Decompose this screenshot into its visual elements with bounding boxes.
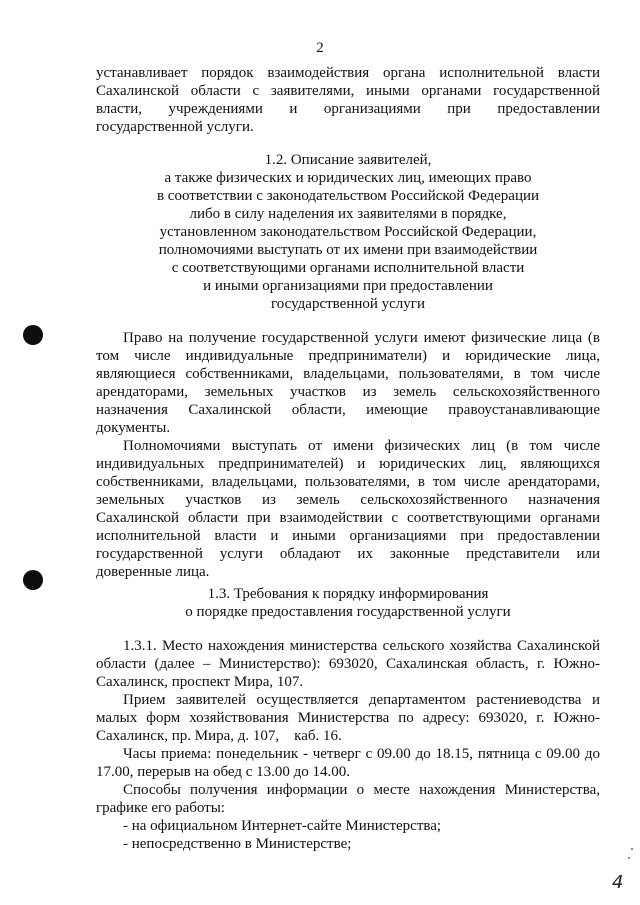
paragraph-line: собственниками, владельцами, пользователями, в том числе арендаторами, <box>96 474 600 490</box>
paragraph-line: государственной услуги обладают их законные представители или <box>96 546 600 562</box>
section-heading-line: 1.2. Описание заявителей, <box>264 152 432 168</box>
intro-line: Сахалинской области с заявителями, иными органами государственной <box>96 83 600 99</box>
handwritten-page-mark: 4 <box>612 872 624 893</box>
paragraph-line: 17.00, перерыв на обед с 13.00 до 14.00. <box>96 764 351 780</box>
paragraph-line: исполнительной власти и иными организациями при предоставлении <box>96 528 600 544</box>
paragraph-line: являющиеся собственниками, владельцами, пользователями, в том числе <box>96 366 600 382</box>
paragraph-line: доверенные лица. <box>96 564 210 580</box>
punch-hole <box>23 325 43 345</box>
paragraph-line: малых форм хозяйствования Министерства по адресу: 693020, г. Южно- <box>96 710 600 726</box>
section-heading-line: либо в силу наделения их заявителями в порядке, <box>189 206 507 222</box>
paragraph-line: Способы получения информации о месте нахождения Министерства, <box>123 782 600 798</box>
paragraph-line: 1.3.1. Место нахождения министерства сельского хозяйства Сахалинской <box>123 638 600 654</box>
section-heading-line: с соответствующими органами исполнительной власти <box>171 260 525 276</box>
paragraph-line: индивидуальных предпринимателей) и юридических лиц, являющихся <box>96 456 600 472</box>
paragraph-line: Полномочиями выступать от имени физических лиц (в том числе <box>123 438 600 454</box>
intro-line: власти, учреждениями и организациями при предоставлении <box>96 101 600 117</box>
scan-speck <box>631 848 633 850</box>
section-heading-line: о порядке предоставления государственной услуги <box>185 604 511 620</box>
paragraph-line: арендаторами, земельных участков из земель сельскохозяйственного <box>96 384 600 400</box>
scan-speck <box>628 857 630 859</box>
intro-line: государственной услуги. <box>96 119 254 135</box>
page-number: 2 <box>316 40 324 56</box>
section-heading-line: и иными организациями при предоставлении <box>203 278 493 294</box>
intro-line: устанавливает порядок взаимодействия органа исполнительной власти <box>96 65 600 81</box>
paragraph-line: Сахалинск, проспект Мира, 107. <box>96 674 304 690</box>
paragraph-line: Право на получение государственной услуги имеют физические лица (в <box>123 330 600 346</box>
paragraph-line: Сахалинск, пр. Мира, д. 107, каб. 16. <box>96 728 342 744</box>
section-heading-line: государственной услуги <box>271 296 425 312</box>
paragraph-line: графике его работы: <box>96 800 225 816</box>
paragraph-line: Часы приема: понедельник - четверг с 09.00 до 18.15, пятница с 09.00 до <box>123 746 600 762</box>
paragraph-line: области (далее – Министерство): 693020, Сахалинская область, г. Южно- <box>96 656 600 672</box>
paragraph-line: назначения Сахалинской области, имеющие правоустанавливающие <box>96 402 600 418</box>
paragraph-line: Прием заявителей осуществляется департаментом растениеводства и <box>123 692 600 708</box>
section-heading-line: установленном законодательством Российской Федерации, <box>159 224 537 240</box>
paragraph-line: том числе индивидуальные предприниматели) и юридические лица, <box>96 348 600 364</box>
paragraph-line: документы. <box>96 420 171 436</box>
section-heading-line: а также физических и юридических лиц, имеющих право <box>164 170 532 186</box>
list-item: - на официальном Интернет-сайте Министерства; <box>123 818 442 834</box>
paragraph-line: земельных участков из земель сельскохозяйственного назначения <box>96 492 600 508</box>
section-heading-line: полномочиями выступать от их имени при взаимодействии <box>158 242 538 258</box>
section-heading-line: 1.3. Требования к порядку информирования <box>207 586 489 602</box>
section-heading-line: в соответствии с законодательством Российской Федерации <box>156 188 540 204</box>
paragraph-line: Сахалинской области при взаимодействии с соответствующими органами <box>96 510 600 526</box>
punch-hole <box>23 570 43 590</box>
list-item: - непосредственно в Министерстве; <box>123 836 352 852</box>
